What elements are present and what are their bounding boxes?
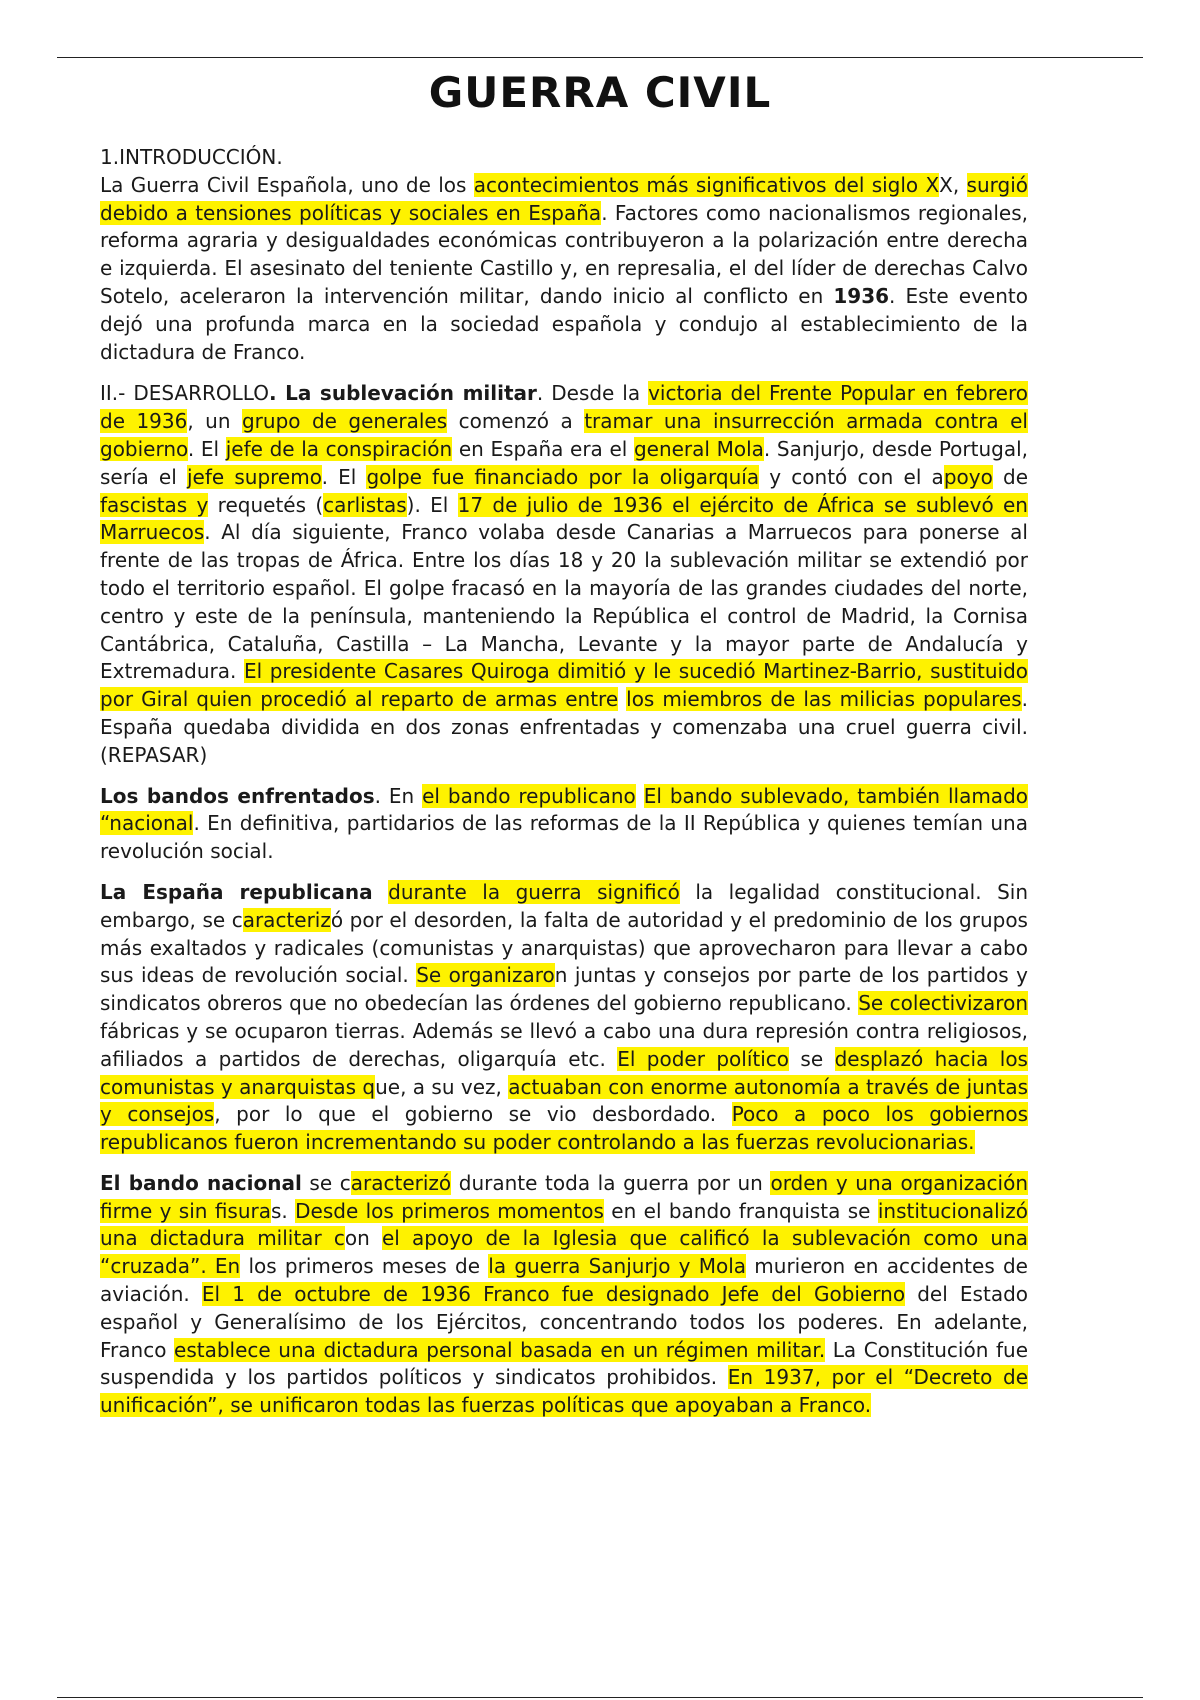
highlighted-text: El poder político — [617, 1046, 790, 1071]
text-segment: La Guerra Civil Española, uno de los — [100, 172, 474, 197]
highlighted-text: la guerra Sanjurjo y Mola — [488, 1254, 747, 1279]
highlighted-text: actuaban con enorme autonomía a través de juntas y consejos — [100, 1074, 1028, 1127]
text-segment: en el bando franquista se — [603, 1198, 878, 1223]
text-segment: ue, a su vez, — [375, 1074, 509, 1099]
top-rule — [57, 57, 1143, 58]
text-segment: s. — [271, 1198, 296, 1223]
text-segment: on — [344, 1226, 382, 1251]
highlighted-text: El bando sublevado, también llamado “nacional — [100, 783, 1028, 836]
bold-text: Los bandos enfrentados — [100, 783, 375, 808]
bold-text: 1936 — [833, 283, 890, 308]
paragraph-desarrollo — [100, 380, 1028, 769]
text-segment: ). El — [406, 492, 458, 517]
text-segment: . El — [187, 436, 226, 461]
highlighted-text: general Mola — [633, 436, 764, 461]
highlighted-text: institucionalizó una dictadura militar c — [100, 1198, 1028, 1251]
text-segment: . El — [321, 464, 367, 489]
text-segment: , por lo que el gobierno se vio desbordado. — [214, 1102, 732, 1127]
text-segment — [636, 784, 644, 808]
highlighted-text: carlistas — [323, 492, 407, 517]
text-segment: . Al día siguiente, Franco volaba desde Canarias a Marruecos para ponerse al frente de las tropas de África. Entre los días 18 y 20 la sublevación militar se extendió por todo el territorio español. El golpe fracasó en la mayoría de las grandes ciudades del norte, centro y este de la península, manteniendo la República el control de Madrid, la Cornisa Cantábrica, Cataluña, Castilla – La Mancha, Levante y la mayor parte de Andalucía y Extremadura. — [100, 520, 1028, 684]
highlighted-text: aracterizó — [350, 1170, 452, 1195]
highlighted-text: acontecimientos más significativos del siglo X — [473, 172, 940, 197]
text-segment: murieron en accidentes de aviación. — [100, 1254, 1028, 1307]
highlighted-text: el bando republicano — [422, 783, 636, 808]
highlighted-text: poyo — [943, 464, 993, 489]
highlighted-text: victoria del Frente Popular en febrero de 1936 — [100, 381, 1028, 434]
highlighted-text: grupo de generales — [241, 409, 448, 434]
highlighted-text: surgió debido a tensiones políticas y sociales en España — [100, 172, 1029, 225]
bold-text: El bando nacional — [100, 1170, 302, 1195]
paragraph-bandos-enfrentados — [100, 783, 1028, 866]
text-segment: durante toda la guerra por un — [451, 1170, 771, 1195]
highlighted-text: tramar una insurrección armada contra el gobierno — [100, 409, 1028, 461]
text-segment: n juntas y consejos por parte de los partidos y sindicatos obreros que no obedecían las órdenes del gobierno republicano. — [100, 963, 1029, 1016]
text-segment: los primeros meses de — [240, 1254, 489, 1279]
text-segment: requetés ( — [208, 492, 324, 517]
highlighted-text: desplazó hacia los comunistas y anarquistas q — [100, 1046, 1028, 1099]
highlighted-text: establece una dictadura personal basada en un régimen militar. — [174, 1337, 826, 1362]
bottom-rule — [57, 1697, 1143, 1698]
text-segment — [618, 687, 626, 711]
bold-text: . La sublevación militar — [268, 381, 537, 406]
text-segment: . Factores como nacionalismos regionales, reforma agraria y desigualdades económicas contribuyeron a la polarización entre derecha e izquierda. El asesinato del teniente Castillo y, en represalia, el del líder de derechas Calvo Sotelo, aceleraron la intervención militar, dando inicio al conflicto en — [100, 200, 1029, 308]
text-segment: II.- DESARROLLO — [100, 381, 269, 406]
highlighted-text: jefe de la conspiración — [225, 436, 453, 461]
text-segment: ó por el desorden, la falta de autoridad y el predominio de los grupos más exaltados y radicales (comunistas y anarquistas) que aprovecharon para llevar a cabo sus ideas de revolución social. — [100, 907, 1028, 988]
highlighted-text: Se colectivizaron — [858, 991, 1028, 1016]
highlighted-text: golpe fue financiado por la oligarquía — [366, 464, 760, 489]
text-segment: la legalidad constitucional. Sin embargo, se c — [100, 879, 1029, 932]
highlighted-text: jefe supremo — [186, 464, 322, 489]
text-segment: se c — [301, 1170, 351, 1195]
text-segment: La Constitución fue suspendida y los partidos políticos y sindicatos prohibidos. — [100, 1337, 1028, 1390]
text-segment: en España era el — [452, 436, 634, 461]
highlighted-text: fascistas y — [100, 492, 209, 517]
paragraph-introduccion — [100, 144, 1028, 366]
text-segment: comenzó a — [447, 409, 585, 434]
highlighted-text: Desde los primeros momentos — [295, 1198, 604, 1223]
document-body — [100, 144, 1028, 1433]
highlighted-text: En 1937, por el “Decreto de unificación”, se unificaron todas las fuerzas políticas que apoyaban a Franco. — [100, 1365, 1028, 1418]
text-segment: fábricas y se ocuparon tierras. Además se llevó a cabo una dura represión contra religiosos, afiliados a partidos de derechas, oligarquía etc. — [100, 1018, 1028, 1071]
text-segment: y contó con el a — [759, 464, 944, 489]
text-segment — [373, 880, 389, 904]
text-segment: . Este evento dejó una profunda marca en la sociedad española y condujo al establecimiento de la dictadura de Franco. — [100, 283, 1028, 364]
paragraph-espana-republicana — [100, 879, 1028, 1157]
highlighted-text: Se organizaro — [416, 963, 555, 988]
highlighted-text: orden y una organización firme y sin fisura — [100, 1170, 1029, 1223]
text-segment: . Sanjurjo, desde Portugal, sería el — [100, 436, 1029, 489]
text-segment: . Desde la — [536, 381, 649, 406]
text-segment: . En definitiva, partidarios de las reformas de la II República y quienes temían una revolución social. — [100, 811, 1028, 864]
text-segment: X, — [939, 172, 967, 197]
text-segment: se — [789, 1046, 835, 1071]
text-segment: . En — [374, 783, 423, 808]
document-title: GUERRA CIVIL — [428, 68, 772, 117]
text-segment: del Estado español y Generalísimo de los Ejércitos, concentrando todos los poderes. En adelante, Franco — [100, 1282, 1029, 1362]
highlighted-text: 17 de julio de 1936 el ejército de África se sublevó en Marruecos — [100, 492, 1028, 545]
highlighted-text: el apoyo de la Iglesia que calificó la sublevación como una “cruzada”. En — [100, 1226, 1028, 1279]
text-segment: de — [992, 464, 1028, 489]
bold-text: La España republicana — [100, 879, 373, 904]
highlighted-text: aracteriz — [242, 907, 331, 932]
highlighted-text: El 1 de octubre de 1936 Franco fue designado Jefe del Gobierno — [201, 1282, 906, 1307]
text-segment: . España quedaba dividida en dos zonas enfrentadas y comenzaba una cruel guerra civil.(REPASAR) — [100, 687, 1028, 767]
highlighted-text: durante la guerra significó — [388, 879, 680, 904]
text-segment: , un — [187, 409, 242, 434]
text-segment: 1.INTRODUCCIÓN. — [100, 145, 283, 169]
paragraph-bando-nacional — [100, 1170, 1028, 1420]
highlighted-text: los miembros de las milicias populares — [626, 687, 1022, 712]
highlighted-text: El presidente Casares Quiroga dimitió y le sucedió Martinez-Barrio, sustituido por Giral quien procedió al reparto de armas entre — [100, 659, 1028, 712]
highlighted-text: Poco a poco los gobiernos republicanos fueron incrementando su poder controlando a las fuerzas revolucionarias. — [100, 1102, 1028, 1155]
